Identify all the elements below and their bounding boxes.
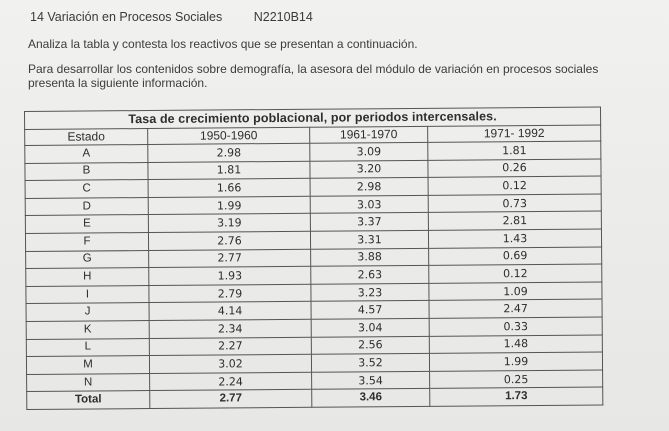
rate-cell: 1.66 [148,178,310,197]
rate-cell: 0.26 [428,159,601,178]
context-paragraph: Para desarrollar los contenidos sobre demografía, la asesora del módulo de variación en procesos sociales presenta la siguiente información. [28,62,599,90]
rate-cell: 3.37 [310,213,428,232]
rate-cell: 1.81 [428,141,601,160]
rate-cell: 2.76 [148,231,310,250]
rate-cell: 4.14 [149,302,311,321]
state-cell: A [25,145,148,164]
activity-header [30,10,313,24]
rate-cell: 2.77 [149,249,311,268]
state-cell: C [25,180,148,199]
rate-cell: 3.19 [148,214,310,233]
rate-cell: 0.69 [429,247,602,266]
rate-cell: 3.03 [310,195,428,214]
state-cell: I [26,285,149,304]
rate-cell: 1.99 [148,196,310,215]
rate-cell: 0.73 [428,194,601,213]
state-cell: M [26,356,149,375]
rate-cell: 1.48 [429,334,602,353]
state-cell: N [27,373,150,392]
column-header-1961-1970: 1961-1970 [310,126,428,143]
column-header-1950-1960: 1950-1960 [148,127,310,144]
rate-cell: 1.43 [428,229,601,248]
table-title: Tasa de crecimiento poblacional, por periodos intercensales. [25,107,601,130]
rate-cell: 2.27 [149,337,311,356]
state-cell: L [26,338,149,357]
state-cell: D [25,197,148,216]
rate-cell: 0.33 [429,317,602,336]
state-cell: E [25,215,148,234]
rate-cell: 3.52 [311,353,429,372]
state-cell: K [26,320,149,339]
rate-cell: 3.54 [312,371,430,390]
rate-cell: 1.99 [429,352,602,371]
rate-cell: 3.31 [310,230,428,249]
table-body [25,141,603,410]
rate-cell: 1.81 [148,161,310,180]
column-header-estado: Estado [25,129,148,146]
rate-cell: 2.56 [311,336,429,355]
rate-cell: 2.79 [149,284,311,303]
rate-cell: 1.93 [149,266,311,285]
growth-rate-table [24,106,603,410]
state-cell: G [26,250,149,269]
rate-cell: 3.23 [311,283,429,302]
rate-cell: 3.20 [310,160,428,179]
total-rate-cell: 1.73 [430,387,603,406]
rate-cell: 3.02 [149,354,311,373]
rate-cell: 3.88 [311,248,429,267]
state-cell: B [25,162,148,181]
rate-cell: 3.09 [310,142,428,161]
rate-cell: 0.12 [429,264,602,283]
rate-cell: 2.24 [150,372,312,391]
total-label: Total [27,391,150,410]
state-cell: H [26,268,149,287]
rate-cell: 2.98 [148,143,310,162]
rate-cell: 2.47 [429,299,602,318]
state-cell: J [26,303,149,322]
rate-cell: 2.34 [149,319,311,338]
activity-code: N2210B14 [253,10,313,24]
rate-cell: 0.25 [430,370,603,389]
activity-title: 14 Variación en Procesos Sociales [30,10,223,24]
rate-cell: 3.04 [311,318,429,337]
rate-cell: 2.81 [428,211,601,230]
total-rate-cell: 2.77 [150,390,312,409]
column-header-1971-1992: 1971- 1992 [428,125,601,142]
growth-rate-table-container [24,106,602,410]
rate-cell: 2.63 [311,265,429,284]
rate-cell: 2.98 [310,178,428,197]
rate-cell: 4.57 [311,301,429,320]
rate-cell: 1.09 [429,282,602,301]
total-row [27,387,603,409]
rate-cell: 0.12 [428,176,601,195]
state-cell: F [25,232,148,251]
total-rate-cell: 3.46 [312,389,430,408]
instruction-text: Analiza la tabla y contesta los reactivos que se presentan a continuación. [28,37,418,51]
